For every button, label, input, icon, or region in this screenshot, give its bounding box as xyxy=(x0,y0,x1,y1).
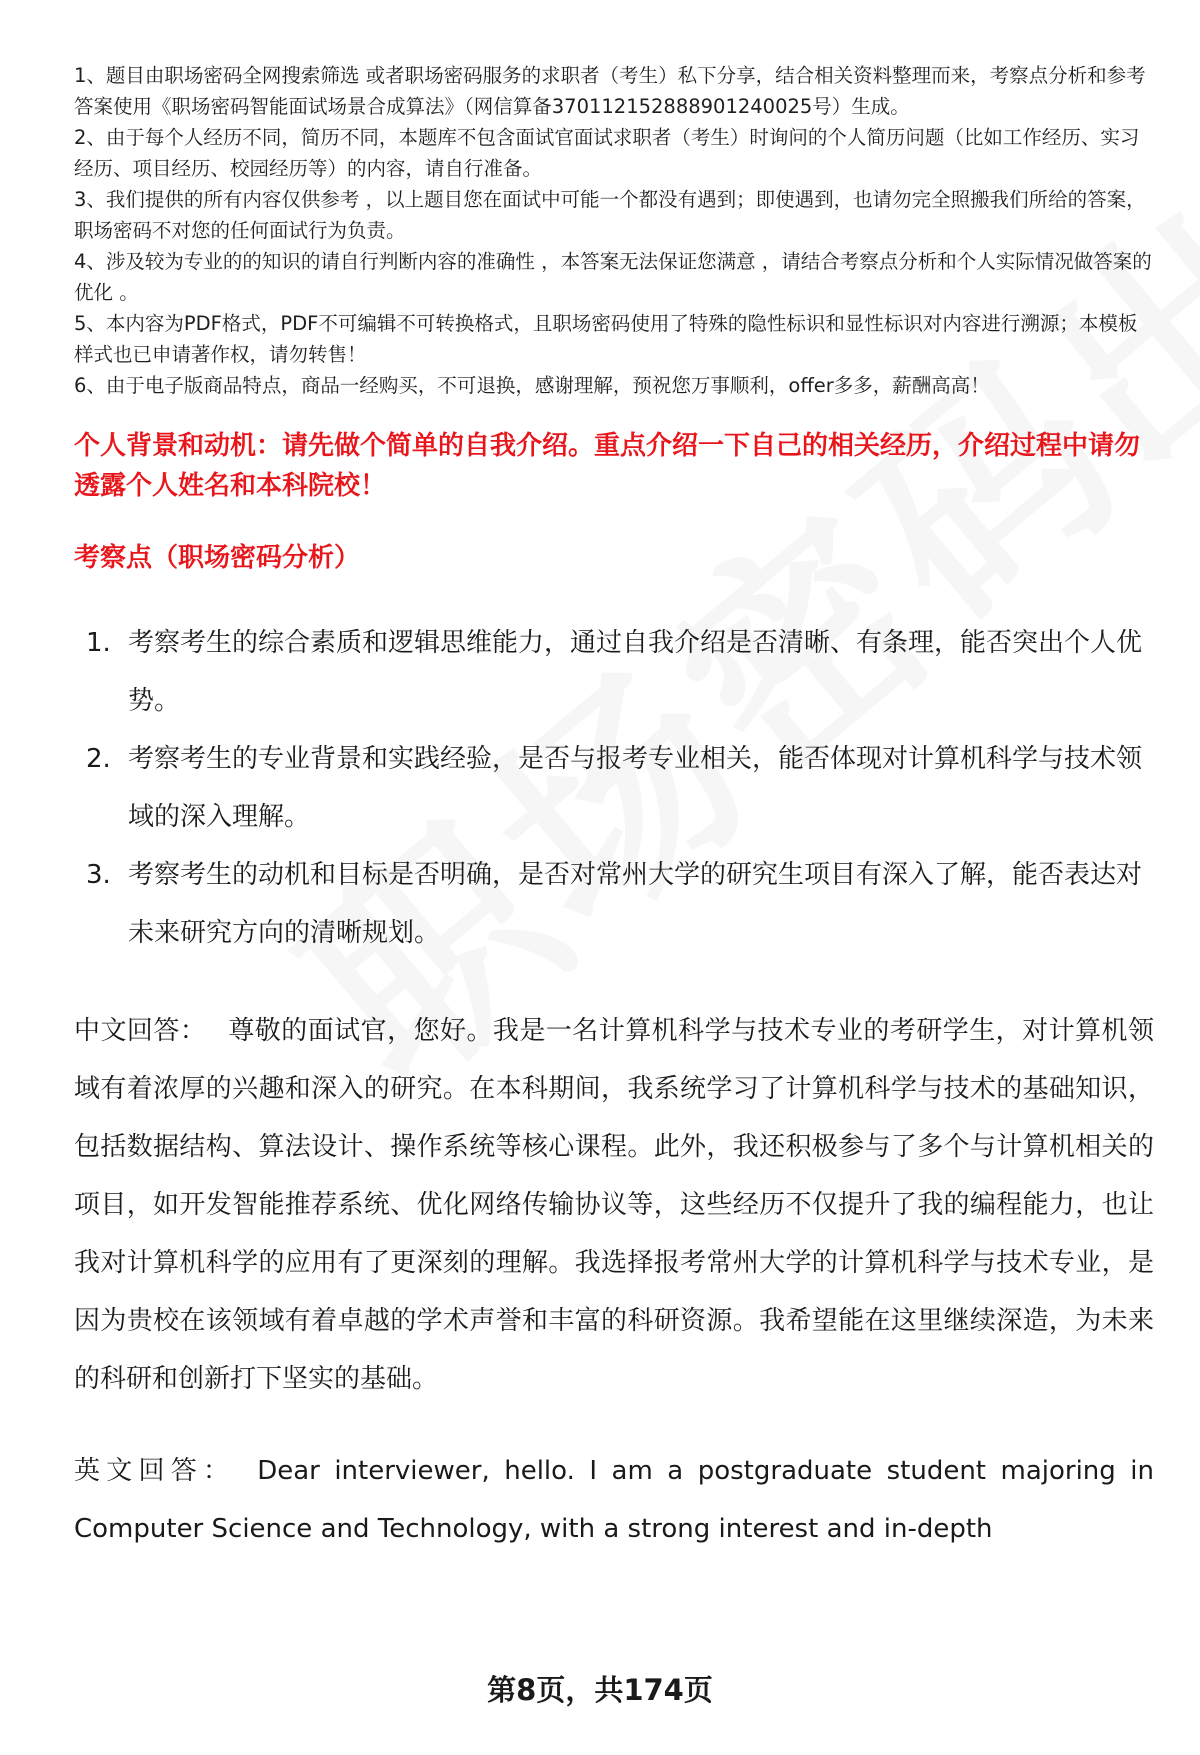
chinese-answer-label: 中文回答： xyxy=(74,1016,207,1046)
analysis-points xyxy=(74,614,1154,962)
chinese-answer xyxy=(74,1002,1154,1408)
point-text: 考察考生的综合素质和逻辑思维能力，通过自我介绍是否清晰、有条理，能否突出个人优势。 xyxy=(128,628,1143,716)
analysis-point xyxy=(74,614,1154,730)
english-answer-label: 英文回答： xyxy=(74,1456,236,1486)
analysis-point xyxy=(74,846,1154,962)
document-page xyxy=(74,60,1154,1558)
notice-item: 3、我们提供的所有内容仅供参考 ，以上题目您在面试中可能一个都没有遇到；即使遇到，也请勿完全照搬我们所给的答案，职场密码不对您的任何面试行为负责。 xyxy=(74,188,1146,242)
point-number: 3. xyxy=(86,860,111,890)
notice-item: 2、由于每个人经历不同，简历不同，本题库不包含面试官面试求职者（考生）时询问的个人简历问题（比如工作经历、实习经历、项目经历、校园经历等）的内容，请自行准备。 xyxy=(74,126,1140,180)
analysis-point xyxy=(74,730,1154,846)
notice-item: 5、本内容为PDF格式，PDF不可编辑不可转换格式，且职场密码使用了特殊的隐性标识和显性标识对内容进行溯源；本模板样式也已申请著作权，请勿转售！ xyxy=(74,312,1138,366)
notice-item: 6、由于电子版商品特点，商品一经购买，不可退换，感谢理解，预祝您万事顺利，offer多多，薪酬高高！ xyxy=(74,374,990,397)
point-number: 2. xyxy=(86,744,111,774)
point-number: 1. xyxy=(86,628,111,658)
analysis-heading: 考察点（职场密码分析） xyxy=(74,543,361,573)
notice-item: 1、题目由职场密码全网搜索筛选 或者职场密码服务的求职者（考生）私下分享，结合相关资料整理而来，考察点分析和参考答案使用《职场密码智能面试场景合成算法》（网信算备370112152888901240025号）生成。 xyxy=(74,64,1146,118)
page-number: 第8页，共174页 xyxy=(487,1673,713,1707)
chinese-answer-text: 尊敬的面试官，您好。我是一名计算机科学与技术专业的考研学生，对计算机领域有着浓厚的兴趣和深入的研究。在本科期间，我系统学习了计算机科学与技术的基础知识，包括数据结构、算法设计、操作系统等核心课程。此外，我还积极参与了多个与计算机相关的项目，如开发智能推荐系统、优化网络传输协议等，这些经历不仅提升了我的编程能力，也让我对计算机科学的应用有了更深刻的理解。我选择报考常州大学的计算机科学与技术专业，是因为贵校在该领域有着卓越的学术声誉和丰富的科研资源。我希望能在这里继续深造，为未来的科研和创新打下坚实的基础。 xyxy=(74,1016,1154,1394)
point-text: 考察考生的专业背景和实践经验，是否与报考专业相关，能否体现对计算机科学与技术领域的深入理解。 xyxy=(128,744,1143,832)
english-answer xyxy=(74,1442,1154,1558)
question-title: 个人背景和动机：请先做个简单的自我介绍。重点介绍一下自己的相关经历，介绍过程中请勿透露个人姓名和本科院校！ xyxy=(74,431,1141,501)
notice-list xyxy=(74,60,1154,401)
notice-item: 4、涉及较为专业的的知识的请自行判断内容的准确性 ，本答案无法保证您满意 ，请结合考察点分析和个人实际情况做答案的优化 。 xyxy=(74,250,1152,304)
point-text: 考察考生的动机和目标是否明确，是否对常州大学的研究生项目有深入了解，能否表达对未来研究方向的清晰规划。 xyxy=(128,860,1143,948)
english-answer-text: Dear interviewer, hello. I am a postgraduate student majoring in Computer Science and Technology, with a strong interest and in-depth xyxy=(74,1456,1154,1544)
